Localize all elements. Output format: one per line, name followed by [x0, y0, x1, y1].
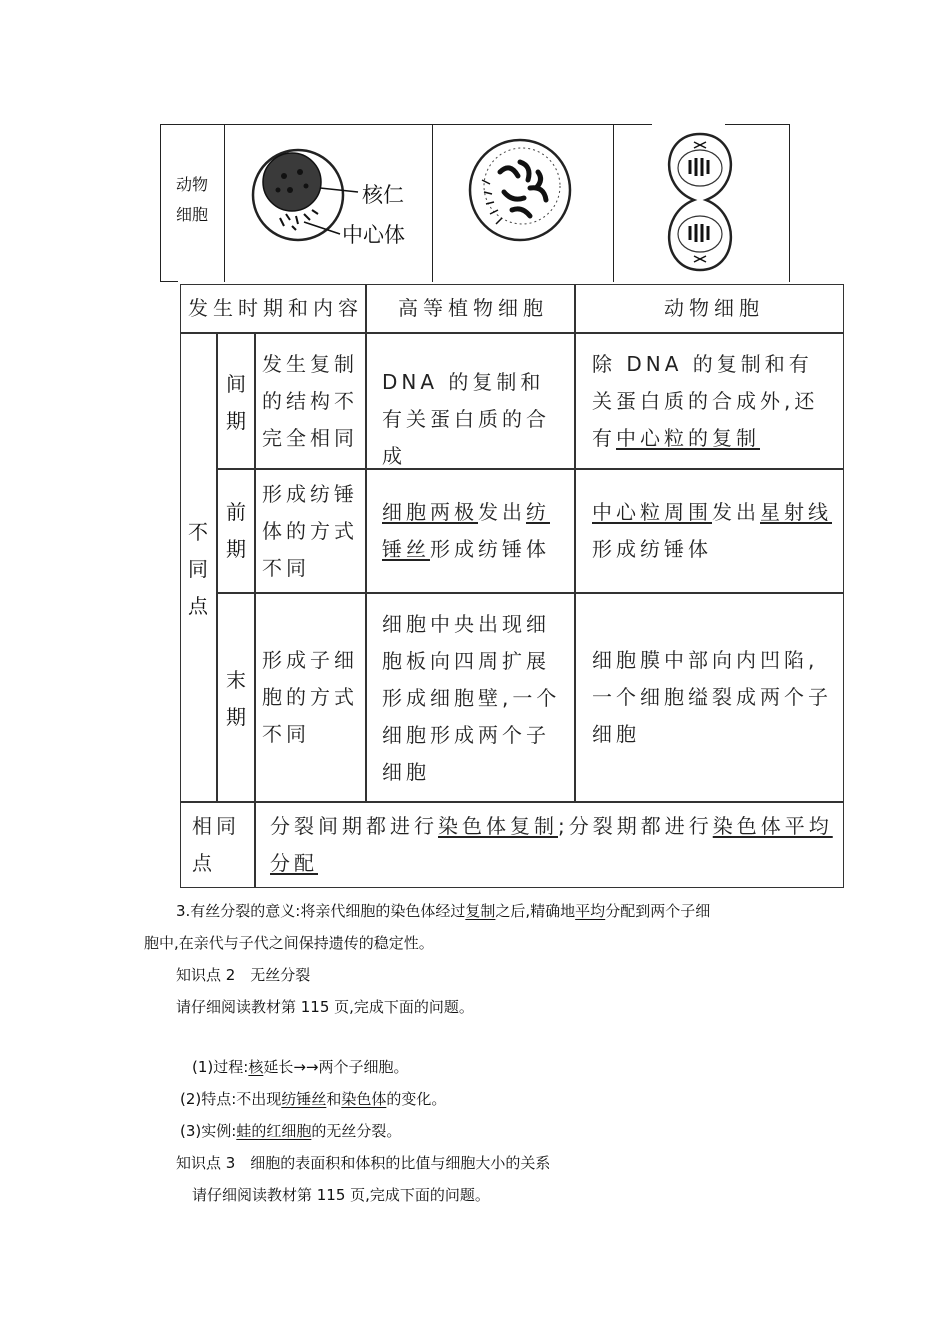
s1-answer: 核	[248, 1058, 264, 1076]
same-answer1: 染色体复制	[438, 814, 558, 838]
telophase-content: 形成子细胞的方式不同	[262, 648, 358, 746]
reading-instruction-2: 请仔细阅读教材第 115 页,完成下面的问题。	[192, 1186, 490, 1204]
interphase-animal-text: 除 DNA 的复制和有关蛋白质的合成外,还有	[592, 352, 819, 450]
p3-answer1: 复制	[465, 902, 496, 920]
s2-mid: 和	[326, 1090, 342, 1108]
s3-pre: (3)实例:	[180, 1122, 237, 1140]
label-centrosome: 中心体	[342, 223, 405, 247]
p3-mid: 之后,精确地	[495, 902, 576, 920]
same-points-content	[270, 808, 836, 882]
prophase-cell-diagram	[460, 132, 580, 252]
s2-post: 的变化。	[386, 1090, 447, 1108]
interphase-animal	[592, 346, 836, 457]
prophase-animal-answer1: 中心粒周围	[592, 500, 712, 524]
prophase-plant-post: 形成纺锤体	[430, 537, 550, 561]
same-pre: 分裂间期都进行	[270, 814, 438, 838]
row-label-line1: 动物	[176, 175, 209, 194]
prophase-content: 形成纺锤体的方式不同	[262, 482, 358, 580]
telophase-cell-diagram	[650, 126, 750, 278]
s1-pre: (1)过程:	[192, 1058, 249, 1076]
s2-pre: (2)特点:不出现	[180, 1090, 282, 1108]
prophase-animal-answer2: 星射线	[760, 500, 832, 524]
s2-answer2: 染色体	[341, 1090, 387, 1108]
row-label-line2: 细胞	[176, 205, 209, 224]
paragraph-significance-line2: 胞中,在亲代与子代之间保持遗传的稳定性。	[144, 934, 434, 952]
label-nucleolus: 核仁	[362, 183, 404, 207]
s2-answer1: 纺锤丝	[281, 1090, 327, 1108]
s3-post: 的无丝分裂。	[311, 1122, 402, 1140]
telophase-plant: 细胞中央出现细胞板向四周扩展形成细胞壁,一个细胞形成两个子细胞	[382, 612, 561, 784]
reading-instruction-1: 请仔细阅读教材第 115 页,完成下面的问题。	[176, 998, 474, 1016]
amitosis-features	[180, 1088, 446, 1110]
header-period-content: 发生时期和内容	[188, 296, 363, 320]
prophase-animal-post: 形成纺锤体	[592, 537, 712, 561]
interphase-content: 发生复制的结构不完全相同	[262, 352, 358, 450]
same-mid: ;分裂期都进行	[558, 814, 713, 838]
header-plant-cell: 高等植物细胞	[398, 296, 548, 320]
prophase-animal-mid: 发出	[712, 500, 760, 524]
paragraph-significance	[176, 900, 710, 922]
p3-pre: 3.有丝分裂的意义:将亲代细胞的染色体经过	[176, 902, 466, 920]
same-answer2: 染色体平均分配	[270, 814, 833, 875]
telophase-animal: 细胞膜中部向内凹陷,一个细胞缢裂成两个子细胞	[592, 648, 832, 746]
p3-post: 分配到两个子细	[605, 902, 711, 920]
same-points-label: 相同点	[192, 814, 240, 875]
prophase-plant-mid: 发出	[478, 500, 526, 524]
prophase-plant	[382, 494, 566, 568]
prophase-plant-answer1: 细胞两极	[382, 500, 478, 524]
amitosis-example	[180, 1120, 401, 1142]
row-label-animal-cell	[176, 170, 208, 230]
phase-telophase: 末 期	[226, 668, 246, 729]
knowledge-point-2-heading: 知识点 2 无丝分裂	[176, 966, 311, 984]
header-animal-cell: 动物细胞	[664, 296, 764, 320]
p3-answer2: 平均	[575, 902, 606, 920]
amitosis-process	[192, 1056, 408, 1078]
interphase-animal-answer: 中心粒的复制	[616, 426, 760, 450]
early-prophase-cell-diagram	[240, 140, 430, 265]
differences-label: 不 同 点	[188, 520, 208, 618]
knowledge-point-3-heading: 知识点 3 细胞的表面积和体积的比值与细胞大小的关系	[176, 1154, 551, 1172]
phase-interphase: 间 期	[226, 372, 246, 433]
prophase-plant-answer2: 纺锤丝	[382, 500, 550, 561]
s3-answer: 蛙的红细胞	[236, 1122, 312, 1140]
prophase-animal	[592, 494, 836, 568]
s1-post: 延长→→两个子细胞。	[263, 1058, 409, 1076]
phase-prophase: 前 期	[226, 500, 246, 561]
interphase-plant: DNA 的复制和有关蛋白质的合成	[382, 370, 550, 468]
